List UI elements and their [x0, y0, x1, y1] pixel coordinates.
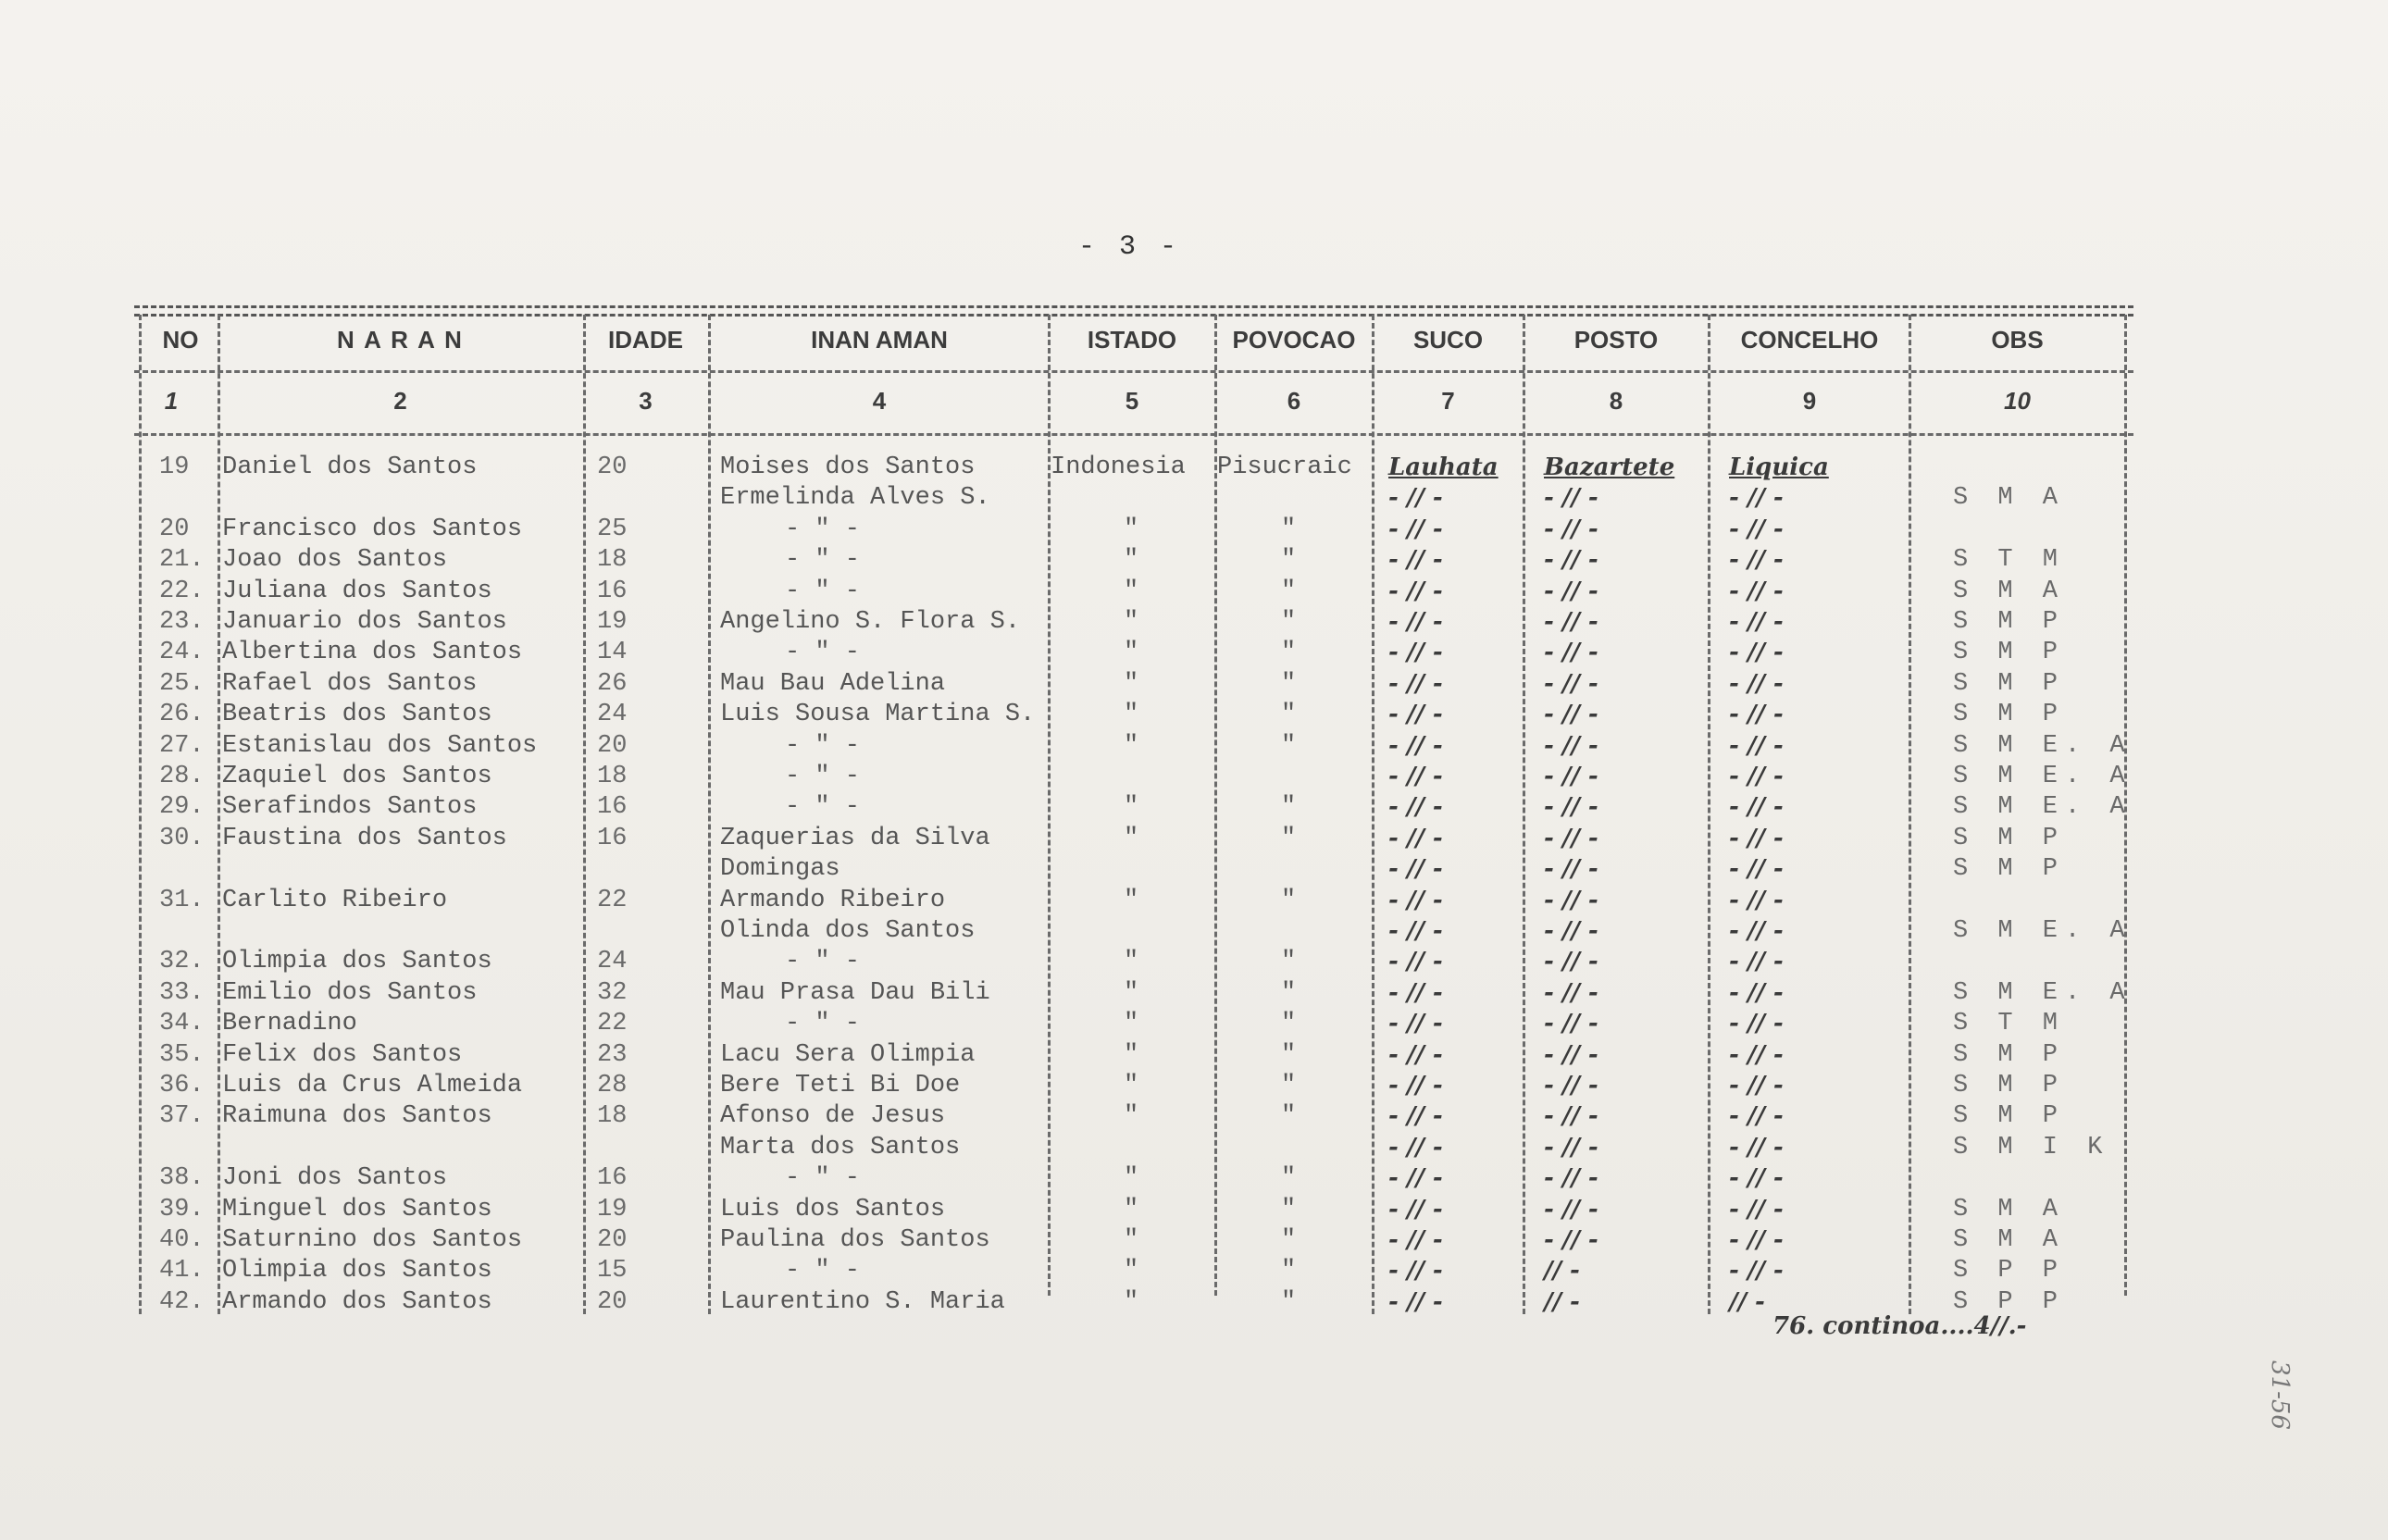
cell-povocao: ": [1281, 948, 1297, 976]
cell-idade: 16: [597, 577, 628, 605]
cell-povocao: ": [1281, 639, 1297, 667]
cell-concelho: - // -: [1729, 484, 1784, 513]
column-separator: [1523, 315, 1525, 1314]
cell-suco: - // -: [1388, 1195, 1443, 1223]
cell-idade: 18: [597, 1102, 628, 1131]
cell-inan-aman: - " -: [785, 793, 861, 822]
cell-suco: - // -: [1388, 824, 1443, 852]
cell-concelho: - // -: [1729, 1164, 1784, 1193]
cell-povocao: ": [1281, 978, 1297, 1007]
cell-istado: ": [1124, 978, 1139, 1007]
cell-inan-aman: Domingas: [720, 855, 840, 884]
cell-povocao: ": [1281, 515, 1297, 543]
cell-concelho: - // -: [1729, 1010, 1784, 1038]
cell-inan-aman: Marta dos Santos: [720, 1133, 961, 1161]
header-naran: N A R A N: [337, 326, 464, 354]
cell-no: 38.: [159, 1164, 205, 1193]
cell-posto: - // -: [1544, 669, 1598, 698]
cell-no: 32.: [159, 948, 205, 976]
cell-inan-aman: - " -: [785, 1164, 861, 1193]
cell-concelho: - // -: [1729, 608, 1784, 636]
cell-istado: ": [1124, 608, 1139, 636]
cell-no: 24.: [159, 639, 205, 667]
cell-posto: - // -: [1544, 855, 1598, 884]
cell-inan-aman: - " -: [785, 515, 861, 543]
cell-posto: - // -: [1544, 917, 1598, 945]
cell-inan-aman: - " -: [785, 1010, 861, 1038]
cell-idade: 15: [597, 1257, 628, 1285]
cell-no: 31.: [159, 886, 205, 914]
cell-inan-aman: - " -: [785, 948, 861, 976]
cell-no: 28.: [159, 763, 205, 790]
cell-obs: S M A: [1953, 1195, 2066, 1223]
page-number: - 3 -: [1077, 231, 1180, 263]
cell-idade: 22: [597, 1010, 628, 1038]
cell-istado: ": [1124, 515, 1139, 543]
cell-povocao: ": [1281, 1010, 1297, 1038]
cell-concelho: - // -: [1729, 824, 1784, 852]
cell-inan-aman: Mau Bau Adelina: [720, 669, 946, 698]
cell-posto: - // -: [1544, 546, 1598, 575]
cell-inan-aman: Armando Ribeiro: [720, 886, 946, 914]
cell-no: 33.: [159, 978, 205, 1007]
header-idade: IDADE: [608, 326, 683, 354]
cell-concelho: - // -: [1729, 1040, 1784, 1069]
cell-concelho: - // -: [1729, 515, 1784, 543]
cell-inan-aman: Mau Prasa Dau Bili: [720, 978, 990, 1007]
cell-no: 35.: [159, 1040, 205, 1069]
cell-posto: - // -: [1544, 1133, 1598, 1161]
cell-naran: Luis da Crus Almeida: [222, 1072, 523, 1099]
cell-istado: ": [1124, 546, 1139, 575]
cell-suco: - // -: [1388, 855, 1443, 884]
number-row-rule: [134, 433, 2133, 436]
cell-posto: - // -: [1544, 701, 1598, 729]
cell-inan-aman: - " -: [785, 639, 861, 667]
cell-naran: Rafael dos Santos: [222, 669, 478, 698]
cell-naran: Faustina dos Santos: [222, 824, 507, 852]
cell-posto: - // -: [1544, 1102, 1598, 1131]
header-posto: POSTO: [1573, 326, 1659, 354]
cell-povocao: Pisucraic: [1217, 453, 1352, 481]
cell-istado: ": [1124, 1040, 1139, 1069]
cell-naran: Armando dos Santos: [222, 1287, 492, 1316]
cell-obs: S M A: [1953, 484, 2066, 513]
cell-naran: Zaquiel dos Santos: [222, 763, 492, 790]
cell-concelho: - // -: [1729, 886, 1784, 914]
cell-istado: ": [1124, 639, 1139, 667]
cell-concelho: - // -: [1729, 669, 1784, 698]
cell-suco: - // -: [1388, 484, 1443, 513]
cell-no: 42.: [159, 1287, 205, 1316]
cell-no: 39.: [159, 1195, 205, 1223]
cell-concelho: - // -: [1729, 978, 1784, 1007]
cell-povocao: ": [1281, 824, 1297, 852]
cell-suco: - // -: [1388, 1257, 1443, 1285]
cell-naran: Olimpia dos Santos: [222, 1257, 492, 1285]
cell-suco: - // -: [1388, 917, 1443, 945]
cell-suco: - // -: [1388, 731, 1443, 760]
cell-suco: - // -: [1388, 1133, 1443, 1161]
cell-povocao: ": [1281, 1164, 1297, 1193]
cell-suco: - // -: [1388, 546, 1443, 575]
cell-naran: Francisco dos Santos: [222, 515, 523, 543]
cell-suco: Lauhata: [1388, 453, 1499, 481]
cell-concelho: - // -: [1729, 701, 1784, 729]
cell-naran: Raimuna dos Santos: [222, 1102, 492, 1131]
cell-istado: ": [1124, 886, 1139, 914]
cell-inan-aman: - " -: [785, 763, 861, 790]
cell-idade: 14: [597, 639, 628, 667]
header-concelho: CONCELHO: [1740, 326, 1879, 354]
cell-naran: Emilio dos Santos: [222, 978, 478, 1007]
column-border-left: [139, 315, 142, 1314]
cell-posto: - // -: [1544, 1072, 1598, 1099]
cell-istado: ": [1124, 1072, 1139, 1099]
cell-obs: S T M: [1953, 546, 2066, 575]
header-rule: [134, 370, 2133, 373]
cell-posto: - // -: [1544, 577, 1598, 605]
cell-naran: Saturnino dos Santos: [222, 1226, 523, 1254]
cell-istado: ": [1124, 577, 1139, 605]
cell-inan-aman: Moises dos Santos: [720, 453, 976, 481]
cell-no: 34.: [159, 1010, 205, 1038]
cell-inan-aman: Zaquerias da Silva: [720, 824, 990, 852]
header-number-5: 5: [1125, 387, 1139, 415]
cell-inan-aman: Afonso de Jesus: [720, 1102, 946, 1131]
cell-concelho: - // -: [1729, 1257, 1784, 1285]
cell-obs: S M P: [1953, 669, 2066, 698]
cell-idade: 16: [597, 824, 628, 852]
cell-povocao: ": [1281, 1102, 1297, 1131]
cell-suco: - // -: [1388, 1040, 1443, 1069]
cell-istado: ": [1124, 701, 1139, 729]
cell-concelho: - // -: [1729, 763, 1784, 790]
cell-no: 19: [159, 453, 190, 481]
cell-posto: - // -: [1544, 608, 1598, 636]
header-number-3: 3: [639, 387, 653, 415]
cell-naran: Joao dos Santos: [222, 546, 448, 575]
cell-suco: - // -: [1388, 1226, 1443, 1254]
cell-concelho: - // -: [1729, 1226, 1784, 1254]
cell-istado: ": [1124, 1195, 1139, 1223]
cell-no: 41.: [159, 1257, 205, 1285]
cell-obs: S M P: [1953, 824, 2066, 852]
header-number-10: 10: [2004, 387, 2031, 415]
cell-inan-aman: - " -: [785, 731, 861, 760]
cell-istado: ": [1124, 731, 1139, 760]
cell-suco: - // -: [1388, 793, 1443, 822]
column-separator: [708, 315, 711, 1314]
cell-istado: ": [1124, 1164, 1139, 1193]
cell-concelho: - // -: [1729, 1133, 1784, 1161]
header-number-4: 4: [872, 387, 887, 415]
cell-no: 20: [159, 515, 190, 543]
cell-posto: - // -: [1544, 1164, 1598, 1193]
cell-povocao: ": [1281, 1195, 1297, 1223]
cell-suco: - // -: [1388, 763, 1443, 790]
cell-inan-aman: - " -: [785, 577, 861, 605]
cell-suco: - // -: [1388, 1072, 1443, 1099]
cell-obs: S M E. A: [1953, 978, 2133, 1007]
cell-posto: - // -: [1544, 731, 1598, 760]
continuation-note: 76. continoa....4//.-: [1772, 1312, 2027, 1340]
cell-suco: - // -: [1388, 1164, 1443, 1193]
cell-povocao: ": [1281, 669, 1297, 698]
cell-inan-aman: Luis Sousa Martina S.: [720, 701, 1036, 729]
header-inan-aman: INAN AMAN: [811, 326, 948, 354]
cell-povocao: ": [1281, 793, 1297, 822]
cell-concelho: - // -: [1729, 639, 1784, 667]
cell-no: 27.: [159, 731, 205, 760]
cell-naran: Felix dos Santos: [222, 1040, 463, 1069]
cell-obs: S M P: [1953, 639, 2066, 667]
cell-obs: S P P: [1953, 1257, 2066, 1285]
cell-concelho: Liquica: [1729, 453, 1829, 481]
cell-posto: - // -: [1544, 1010, 1598, 1038]
cell-naran: Daniel dos Santos: [222, 453, 478, 481]
cell-posto: - // -: [1544, 978, 1598, 1007]
header-povocao: POVOCAO: [1232, 326, 1356, 354]
cell-istado: ": [1124, 1226, 1139, 1254]
cell-obs: S M A: [1953, 577, 2066, 605]
cell-concelho: - // -: [1729, 793, 1784, 822]
cell-posto: - // -: [1544, 763, 1598, 790]
cell-concelho: - // -: [1729, 1102, 1784, 1131]
cell-povocao: ": [1281, 1072, 1297, 1099]
cell-povocao: ": [1281, 1040, 1297, 1069]
cell-idade: 28: [597, 1072, 628, 1099]
cell-naran: Serafindos Santos: [222, 793, 478, 822]
cell-concelho: - // -: [1729, 577, 1784, 605]
cell-istado: ": [1124, 1010, 1139, 1038]
cell-povocao: ": [1281, 546, 1297, 575]
cell-idade: 22: [597, 886, 628, 914]
cell-suco: - // -: [1388, 515, 1443, 543]
cell-suco: - // -: [1388, 608, 1443, 636]
cell-obs: S M I K: [1953, 1133, 2110, 1161]
cell-istado: ": [1124, 1102, 1139, 1131]
cell-naran: Beatris dos Santos: [222, 701, 492, 729]
cell-idade: 32: [597, 978, 628, 1007]
header-no: NO: [162, 326, 199, 354]
cell-no: 30.: [159, 824, 205, 852]
column-separator: [1372, 315, 1374, 1314]
cell-inan-aman: Lacu Sera Olimpia: [720, 1040, 976, 1069]
cell-obs: S M E. A: [1953, 731, 2133, 760]
cell-istado: ": [1124, 669, 1139, 698]
cell-povocao: ": [1281, 886, 1297, 914]
cell-posto: - // -: [1544, 1226, 1598, 1254]
cell-istado: ": [1124, 948, 1139, 976]
cell-suco: - // -: [1388, 669, 1443, 698]
cell-posto: - // -: [1544, 484, 1598, 513]
cell-no: 23.: [159, 608, 205, 636]
cell-suco: - // -: [1388, 886, 1443, 914]
cell-no: 26.: [159, 701, 205, 729]
cell-idade: 19: [597, 608, 628, 636]
cell-no: 36.: [159, 1072, 205, 1099]
header-number-1: 1: [164, 387, 179, 415]
column-separator: [218, 315, 220, 1314]
cell-inan-aman: - " -: [785, 546, 861, 575]
cell-naran: Albertina dos Santos: [222, 639, 523, 667]
cell-no: 21.: [159, 546, 205, 575]
cell-istado: ": [1124, 824, 1139, 852]
cell-idade: 24: [597, 701, 628, 729]
cell-inan-aman: Paulina dos Santos: [720, 1226, 990, 1254]
cell-obs: S M P: [1953, 608, 2066, 636]
cell-obs: S M P: [1953, 855, 2066, 884]
cell-povocao: ": [1281, 608, 1297, 636]
cell-inan-aman: Bere Teti Bi Doe: [720, 1072, 961, 1099]
cell-inan-aman: Luis dos Santos: [720, 1195, 946, 1223]
cell-posto: - // -: [1544, 948, 1598, 976]
cell-idade: 24: [597, 948, 628, 976]
cell-obs: S M P: [1953, 1040, 2066, 1069]
cell-no: 37.: [159, 1102, 205, 1131]
cell-suco: - // -: [1388, 1102, 1443, 1131]
cell-povocao: ": [1281, 577, 1297, 605]
cell-concelho: - // -: [1729, 1195, 1784, 1223]
cell-suco: - // -: [1388, 1287, 1443, 1316]
cell-concelho: - // -: [1729, 948, 1784, 976]
cell-obs: S M P: [1953, 1072, 2066, 1099]
cell-obs: S M E. A: [1953, 763, 2133, 790]
cell-obs: S M E. A: [1953, 917, 2133, 945]
cell-idade: 20: [597, 731, 628, 760]
cell-suco: - // -: [1388, 1010, 1443, 1038]
cell-istado: ": [1124, 1287, 1139, 1316]
cell-povocao: ": [1281, 1257, 1297, 1285]
cell-posto: - // -: [1544, 639, 1598, 667]
cell-obs: S M P: [1953, 1102, 2066, 1131]
header-suco: SUCO: [1412, 326, 1484, 354]
cell-idade: 25: [597, 515, 628, 543]
cell-posto: - // -: [1544, 824, 1598, 852]
cell-obs: S P P: [1953, 1287, 2066, 1316]
cell-posto: - // -: [1544, 793, 1598, 822]
cell-suco: - // -: [1388, 577, 1443, 605]
cell-obs: S M E. A: [1953, 793, 2133, 822]
cell-idade: 16: [597, 793, 628, 822]
cell-naran: Bernadino: [222, 1010, 357, 1038]
cell-naran: Estanislau dos Santos: [222, 731, 538, 760]
cell-idade: 19: [597, 1195, 628, 1223]
cell-obs: S M A: [1953, 1226, 2066, 1254]
cell-no: 29.: [159, 793, 205, 822]
cell-obs: S T M: [1953, 1010, 2066, 1038]
cell-istado: ": [1124, 1257, 1139, 1285]
column-separator: [1708, 315, 1710, 1314]
cell-concelho: - // -: [1729, 731, 1784, 760]
cell-idade: 23: [597, 1040, 628, 1069]
header-number-7: 7: [1441, 387, 1455, 415]
column-separator: [583, 315, 586, 1314]
cell-naran: Carlito Ribeiro: [222, 886, 448, 914]
margin-annotation: 31-56: [2266, 1360, 2294, 1430]
cell-idade: 18: [597, 546, 628, 575]
cell-idade: 20: [597, 1287, 628, 1316]
table-top-rule: [134, 305, 2133, 317]
cell-istado: Indonesia: [1051, 453, 1186, 481]
cell-concelho: - // -: [1729, 546, 1784, 575]
cell-posto: // -: [1544, 1257, 1580, 1285]
cell-inan-aman: Angelino S. Flora S.: [720, 608, 1021, 636]
cell-no: 22.: [159, 577, 205, 605]
cell-concelho: - // -: [1729, 855, 1784, 884]
cell-posto: - // -: [1544, 1195, 1598, 1223]
cell-inan-aman: Olinda dos Santos: [720, 917, 976, 945]
cell-naran: Januario dos Santos: [222, 608, 507, 636]
cell-posto: - // -: [1544, 1040, 1598, 1069]
cell-naran: Olimpia dos Santos: [222, 948, 492, 976]
cell-povocao: ": [1281, 1226, 1297, 1254]
header-number-2: 2: [393, 387, 407, 415]
cell-posto: - // -: [1544, 515, 1598, 543]
header-number-8: 8: [1609, 387, 1623, 415]
cell-inan-aman: Ermelinda Alves S.: [720, 484, 990, 513]
cell-idade: 20: [597, 1226, 628, 1254]
cell-naran: Joni dos Santos: [222, 1164, 448, 1193]
cell-povocao: ": [1281, 701, 1297, 729]
cell-suco: - // -: [1388, 978, 1443, 1007]
cell-concelho: - // -: [1729, 917, 1784, 945]
cell-inan-aman: Laurentino S. Maria: [720, 1287, 1005, 1316]
cell-suco: - // -: [1388, 701, 1443, 729]
cell-suco: - // -: [1388, 948, 1443, 976]
cell-obs: S M P: [1953, 701, 2066, 729]
cell-posto: - // -: [1544, 886, 1598, 914]
header-istado: ISTADO: [1087, 326, 1177, 354]
column-separator: [1909, 315, 1911, 1314]
cell-naran: Minguel dos Santos: [222, 1195, 492, 1223]
cell-concelho: - // -: [1729, 1072, 1784, 1099]
cell-posto: // -: [1544, 1287, 1580, 1316]
cell-povocao: ": [1281, 731, 1297, 760]
header-number-9: 9: [1802, 387, 1817, 415]
cell-povocao: ": [1281, 1287, 1297, 1316]
cell-idade: 16: [597, 1164, 628, 1193]
cell-suco: - // -: [1388, 639, 1443, 667]
cell-idade: 26: [597, 669, 628, 698]
cell-no: 40.: [159, 1226, 205, 1254]
header-number-6: 6: [1287, 387, 1301, 415]
cell-naran: Juliana dos Santos: [222, 577, 492, 605]
cell-idade: 20: [597, 453, 628, 481]
cell-concelho: // -: [1729, 1287, 1765, 1316]
cell-posto: Bazartete: [1544, 453, 1675, 481]
cell-istado: ": [1124, 793, 1139, 822]
cell-inan-aman: - " -: [785, 1257, 861, 1285]
cell-no: 25.: [159, 669, 205, 698]
cell-idade: 18: [597, 763, 628, 790]
header-obs: OBS: [1991, 326, 2044, 354]
